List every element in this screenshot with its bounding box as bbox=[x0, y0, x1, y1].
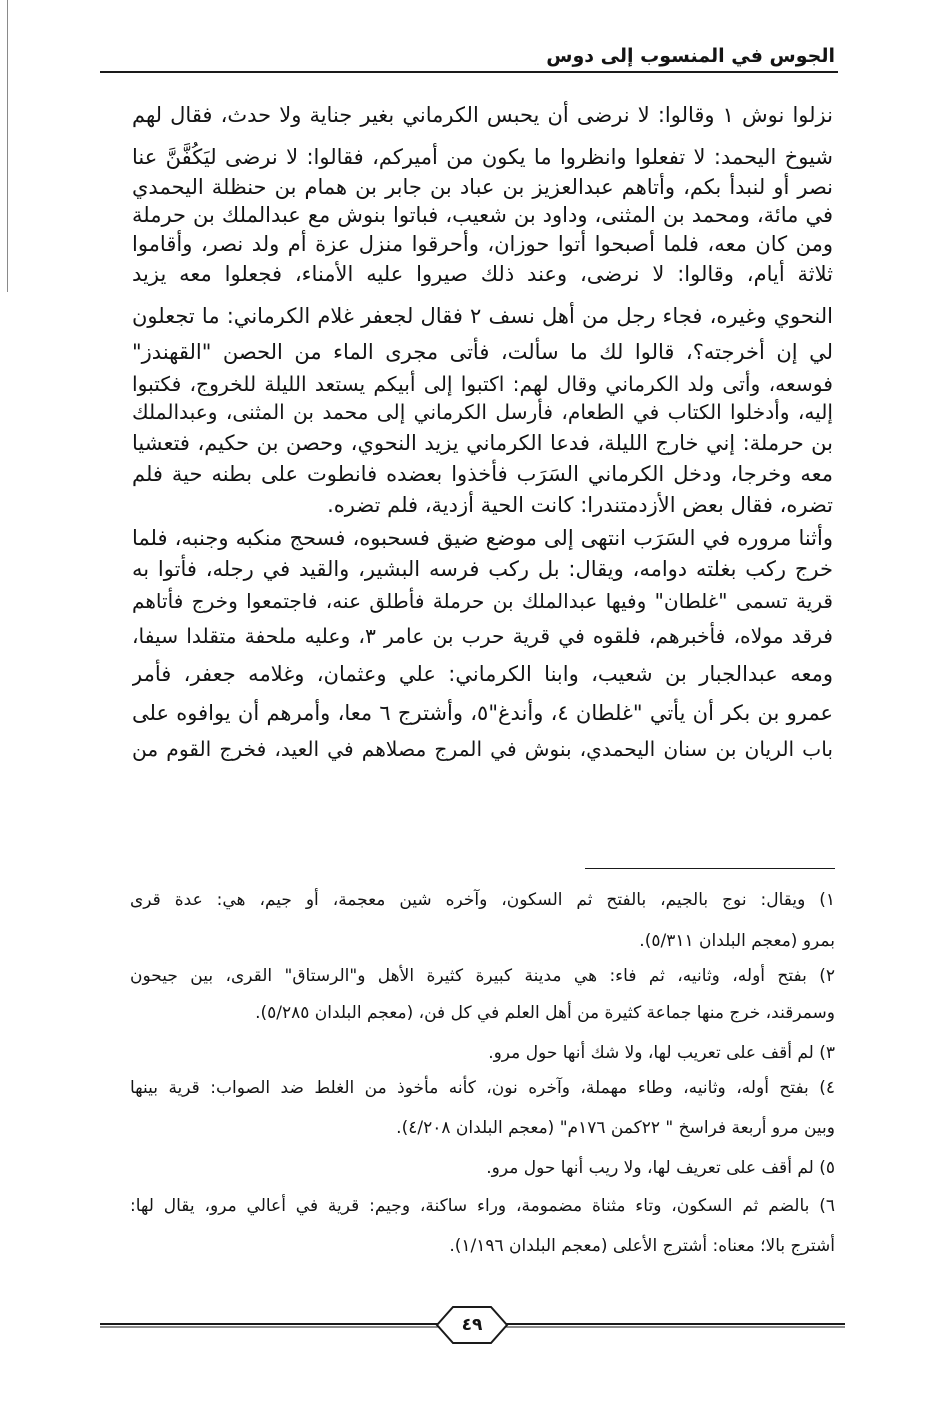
body-line: ومن كان معه، فلما أصبحوا أتوا حوزان، وأحرقوا منزل عزة أم ولد نصر، وأقاموا bbox=[132, 232, 833, 256]
body-line: خرج ركب بغلته دوامه، ويقال: بل ركب فرسه البشير، والقيد في رجله، فأتوا به bbox=[132, 557, 833, 581]
body-line-paragraph-end: تضره، فقال بعض الأزدمتندرا: كانت الحية أزدية، فلم تضره. bbox=[327, 493, 833, 517]
body-line: لي إن أخرجته؟، قالوا لك ما سألت، فأتى مجرى الماء من الحصن "القهندز" bbox=[132, 340, 833, 364]
footnote-line: ٥) لم أقف على تعريف لها، ولا ريب أنها حول مرو. bbox=[486, 1158, 835, 1178]
body-line: ثلاثة أيام، وقالوا: لا نرضى، وعند ذلك صيروا عليه الأمناء، فجعلوا معه يزيد bbox=[132, 262, 833, 286]
footnote-line: ٤) بفتح أوله، وثانيه، وطاء مهملة، وآخره نون، كأنه مأخوذ من الغلط ضد الصواب: قرية بينها bbox=[130, 1078, 835, 1098]
body-line: نصر أو لنبدأ بكم، وأتاهم عبدالعزيز بن عباد بن جابر بن همام بن حنظلة اليحمدي bbox=[132, 175, 833, 199]
footnote-separator bbox=[585, 868, 835, 869]
footnote-line: ٢) بفتح أوله، وثانيه، ثم فاء: هي مدينة كبيرة كثيرة الأهل و"الرستاق" القرى، بين جيحون bbox=[130, 966, 835, 986]
header-rule bbox=[100, 71, 838, 73]
body-line: شيوخ اليحمد: لا تفعلوا وانظروا ما يكون من أميركم، فقالوا: لا نرضى ليَكُفَّنَّ عنا bbox=[132, 145, 833, 169]
footnote-line: وسمرقند، خرج منها جماعة كثيرة من أهل العلم في كل فن، (معجم البلدان ٥/٢٨٥). bbox=[255, 1003, 835, 1023]
body-line: باب الريان بن سنان اليحمدي، بنوش في المرج مصلاهم في العيد، فخرج القوم من bbox=[132, 737, 833, 761]
body-line: النحوي وغيره، فجاء رجل من أهل نسف ٢ فقال لجعفر غلام الكرماني: ما تجعلون bbox=[132, 304, 833, 328]
body-line: في مائة، ومحمد بن المثنى، وداود بن شعيب، فباتوا بنوش مع عبدالملك بن حرملة bbox=[132, 203, 833, 227]
body-line: وأثنا مروره في السَرَب انتهى إلى موضع ضيق فسحبوه، فسحج منكبه وجنبه، فلما bbox=[132, 526, 833, 550]
body-line: نزلوا نوش ١ وقالوا: لا نرضى أن يحبس الكرماني بغير جناية ولا حدث، فقال لهم bbox=[132, 103, 833, 127]
page-number: ٤٩ bbox=[461, 1315, 483, 1335]
footnote-line: ١) ويقال: نوج بالجيم، بالفتح ثم السكون، وآخره شين معجمة، أو جيم، هي: عدة قرى bbox=[130, 890, 835, 910]
footnote-line: ٣) لم أقف على تعريب لها، ولا شك أنها حول مرو. bbox=[488, 1043, 835, 1063]
body-line: ومعه عبدالجبار بن شعيب، وابنا الكرماني: علي وعثمان، وغلامه جعفر، فأمر bbox=[132, 662, 833, 686]
body-line: فوسعه، وأتى ولد الكرماني وقال لهم: اكتبوا إلى أبيكم يستعد الليلة للخروج، فكتبوا bbox=[132, 372, 833, 396]
footnote-line: ٦) بالضم ثم السكون، وتاء مثناة مضمومة، وراء ساكنة، وجيم: قرية في أعالي مرو، يقال لها: bbox=[130, 1196, 835, 1216]
body-line: فرقد مولاه، فأخبرهم، فلقوه في قرية حرب بن عامر ٣، وعليه ملحفة متقلدا سيفا، bbox=[132, 624, 833, 648]
body-line: بن حرملة: إني خارج الليلة، فدعا الكرماني يزيد النحوي، وحصن بن حكيم، فتعشيا bbox=[132, 431, 833, 455]
footnote-line: وبين مرو أربعة فراسخ " ٢٢كمن ١٧٦م" (معجم البلدان ٤/٢٠٨). bbox=[396, 1118, 835, 1138]
body-line: قرية تسمى "غلطان" وفيها عبدالملك بن حرملة فأطلق عنه، فاجتمعوا وخرج فأتاهم bbox=[132, 589, 833, 613]
body-line: عمرو بن بكر أن يأتي "غلطان ٤، وأندغ"٥، وأشترج ٦ معا، وأمرهم أن يوافوه على bbox=[132, 701, 833, 725]
binding-edge bbox=[7, 0, 8, 292]
footnote-line: بمرو (معجم البلدان ٥/٣١١). bbox=[639, 931, 835, 951]
running-header-title: الجوس في المنسوب إلى دوس bbox=[546, 45, 835, 67]
footnote-line: أشترج بالا؛ معناه: أشترج الأعلى (معجم البلدان ١/١٩٦). bbox=[449, 1236, 835, 1256]
body-line: معه وخرجا، ودخل الكرماني السَرَب فأخذوا بعضده فانطوت على بطنه حية فلم bbox=[132, 462, 833, 486]
body-line: إليه، وأدخلوا الكتاب في الطعام، فأرسل الكرماني إلى محمد بن المثنى، وعبدالملك bbox=[132, 400, 833, 424]
